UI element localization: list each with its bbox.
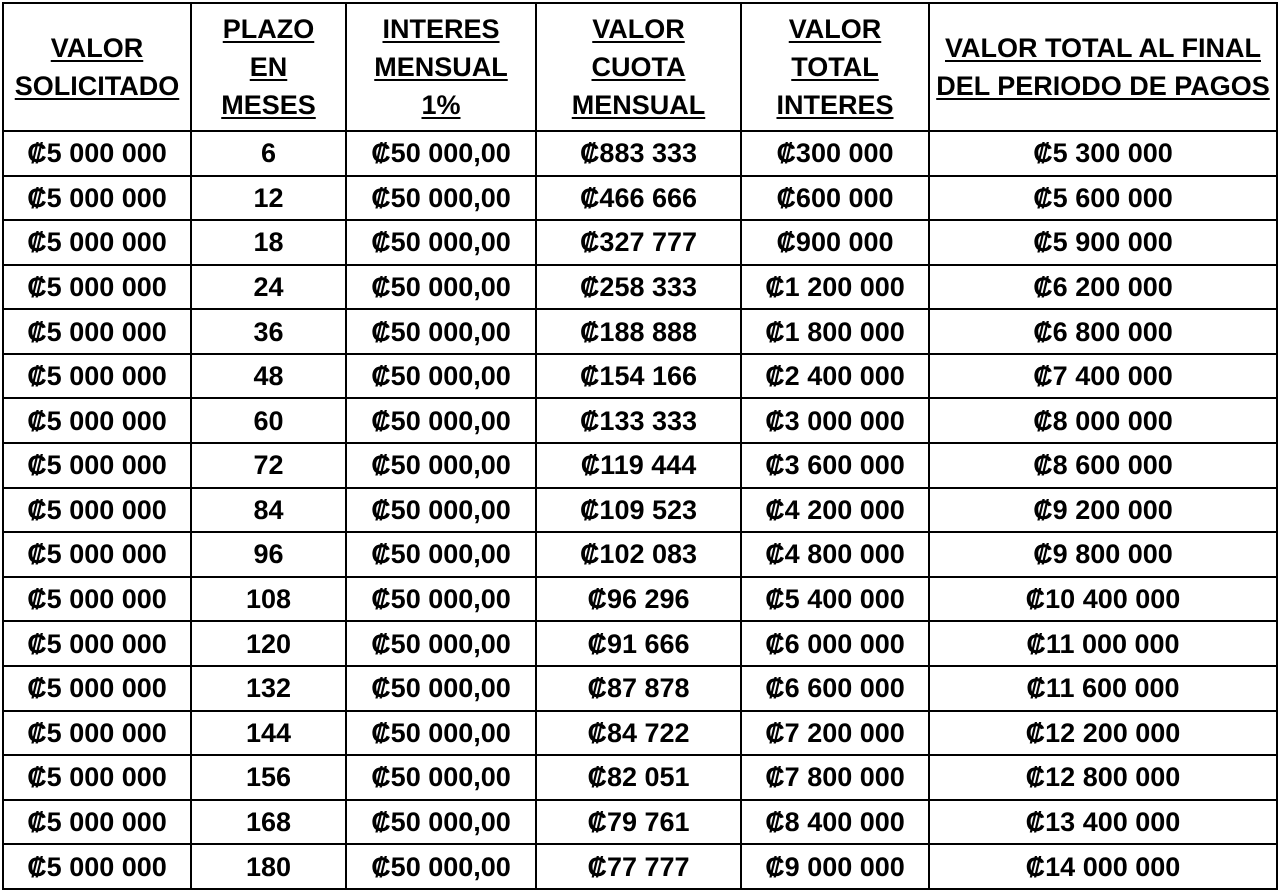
cuota-mensual-cell: ₡188 888	[536, 309, 741, 354]
total-final-cell: ₡8 000 000	[929, 398, 1277, 443]
total-final-cell: ₡11 600 000	[929, 666, 1277, 711]
valor-solicitado-cell: ₡5 000 000	[3, 309, 191, 354]
total-final-cell: ₡12 800 000	[929, 755, 1277, 800]
interes-mensual-cell: ₡50 000,00	[346, 131, 536, 176]
cuota-mensual-cell: ₡883 333	[536, 131, 741, 176]
total-final-cell: ₡8 600 000	[929, 443, 1277, 488]
valor-solicitado-cell: ₡5 000 000	[3, 621, 191, 666]
header-line: CUOTA	[591, 52, 686, 82]
total-interes-cell: ₡7 200 000	[741, 711, 929, 756]
table-row	[3, 354, 1277, 399]
total-interes-cell: ₡3 600 000	[741, 443, 929, 488]
total-interes-cell: ₡3 000 000	[741, 398, 929, 443]
cuota-mensual-cell: ₡109 523	[536, 488, 741, 533]
interes-mensual-cell: ₡50 000,00	[346, 309, 536, 354]
interes-mensual-cell: ₡50 000,00	[346, 220, 536, 265]
header-line: SOLICITADO	[14, 71, 180, 101]
plazo-cell: 180	[191, 844, 346, 889]
interes-mensual-cell: ₡50 000,00	[346, 488, 536, 533]
plazo-cell: 144	[191, 711, 346, 756]
total-final-cell: ₡7 400 000	[929, 354, 1277, 399]
cuota-mensual-cell: ₡87 878	[536, 666, 741, 711]
total-final-cell: ₡13 400 000	[929, 800, 1277, 845]
total-interes-cell: ₡7 800 000	[741, 755, 929, 800]
plazo-cell: 60	[191, 398, 346, 443]
header-line: DEL PERIODO DE PAGOS	[936, 71, 1270, 101]
table-row	[3, 443, 1277, 488]
header-line: PLAZO	[222, 14, 315, 44]
valor-solicitado-cell: ₡5 000 000	[3, 711, 191, 756]
total-final-cell: ₡10 400 000	[929, 577, 1277, 622]
cuota-mensual-cell: ₡466 666	[536, 176, 741, 221]
valor-solicitado-cell: ₡5 000 000	[3, 577, 191, 622]
table-header	[3, 3, 1277, 131]
total-interes-cell: ₡2 400 000	[741, 354, 929, 399]
table-row	[3, 131, 1277, 176]
table-row	[3, 577, 1277, 622]
cuota-mensual-cell: ₡84 722	[536, 711, 741, 756]
header-plazo-meses	[191, 3, 346, 131]
plazo-cell: 48	[191, 354, 346, 399]
table-row	[3, 711, 1277, 756]
cuota-mensual-cell: ₡102 083	[536, 532, 741, 577]
header-line: EN	[249, 52, 288, 82]
table-row	[3, 488, 1277, 533]
plazo-cell: 96	[191, 532, 346, 577]
plazo-cell: 108	[191, 577, 346, 622]
header-valor-cuota-mensual	[536, 3, 741, 131]
interes-mensual-cell: ₡50 000,00	[346, 577, 536, 622]
total-final-cell: ₡5 600 000	[929, 176, 1277, 221]
cuota-mensual-cell: ₡79 761	[536, 800, 741, 845]
interes-mensual-cell: ₡50 000,00	[346, 176, 536, 221]
interes-mensual-cell: ₡50 000,00	[346, 711, 536, 756]
table-row	[3, 309, 1277, 354]
plazo-cell: 72	[191, 443, 346, 488]
total-interes-cell: ₡9 000 000	[741, 844, 929, 889]
total-interes-cell: ₡8 400 000	[741, 800, 929, 845]
cuota-mensual-cell: ₡133 333	[536, 398, 741, 443]
total-interes-cell: ₡300 000	[741, 131, 929, 176]
table-row	[3, 398, 1277, 443]
valor-solicitado-cell: ₡5 000 000	[3, 220, 191, 265]
interes-mensual-cell: ₡50 000,00	[346, 265, 536, 310]
total-final-cell: ₡6 200 000	[929, 265, 1277, 310]
table-row	[3, 844, 1277, 889]
plazo-cell: 12	[191, 176, 346, 221]
total-interes-cell: ₡4 200 000	[741, 488, 929, 533]
valor-solicitado-cell: ₡5 000 000	[3, 532, 191, 577]
valor-solicitado-cell: ₡5 000 000	[3, 443, 191, 488]
total-final-cell: ₡6 800 000	[929, 309, 1277, 354]
valor-solicitado-cell: ₡5 000 000	[3, 398, 191, 443]
total-interes-cell: ₡4 800 000	[741, 532, 929, 577]
plazo-cell: 24	[191, 265, 346, 310]
interes-mensual-cell: ₡50 000,00	[346, 354, 536, 399]
plazo-cell: 132	[191, 666, 346, 711]
plazo-cell: 156	[191, 755, 346, 800]
header-line: MESES	[221, 90, 316, 120]
total-interes-cell: ₡1 200 000	[741, 265, 929, 310]
valor-solicitado-cell: ₡5 000 000	[3, 844, 191, 889]
plazo-cell: 84	[191, 488, 346, 533]
header-line: VALOR	[788, 14, 882, 44]
header-line: 1%	[421, 90, 461, 120]
table-row	[3, 621, 1277, 666]
cuota-mensual-cell: ₡91 666	[536, 621, 741, 666]
interes-mensual-cell: ₡50 000,00	[346, 666, 536, 711]
header-valor-total-final	[929, 3, 1277, 131]
table-row	[3, 532, 1277, 577]
valor-solicitado-cell: ₡5 000 000	[3, 666, 191, 711]
total-interes-cell: ₡5 400 000	[741, 577, 929, 622]
table-row	[3, 265, 1277, 310]
header-line: INTERES	[776, 90, 894, 120]
total-final-cell: ₡5 300 000	[929, 131, 1277, 176]
table-row	[3, 666, 1277, 711]
total-interes-cell: ₡600 000	[741, 176, 929, 221]
plazo-cell: 6	[191, 131, 346, 176]
total-final-cell: ₡11 000 000	[929, 621, 1277, 666]
loan-table-sheet	[2, 2, 1276, 890]
header-row	[3, 3, 1277, 131]
cuota-mensual-cell: ₡119 444	[536, 443, 741, 488]
total-interes-cell: ₡900 000	[741, 220, 929, 265]
header-valor-total-interes	[741, 3, 929, 131]
cuota-mensual-cell: ₡327 777	[536, 220, 741, 265]
plazo-cell: 18	[191, 220, 346, 265]
valor-solicitado-cell: ₡5 000 000	[3, 131, 191, 176]
cuota-mensual-cell: ₡154 166	[536, 354, 741, 399]
header-line: VALOR	[592, 14, 685, 44]
valor-solicitado-cell: ₡5 000 000	[3, 800, 191, 845]
valor-solicitado-cell: ₡5 000 000	[3, 755, 191, 800]
interes-mensual-cell: ₡50 000,00	[346, 443, 536, 488]
table-row	[3, 220, 1277, 265]
valor-solicitado-cell: ₡5 000 000	[3, 176, 191, 221]
header-line: INTERES	[382, 14, 500, 44]
valor-solicitado-cell: ₡5 000 000	[3, 354, 191, 399]
plazo-cell: 36	[191, 309, 346, 354]
cuota-mensual-cell: ₡258 333	[536, 265, 741, 310]
plazo-cell: 120	[191, 621, 346, 666]
total-interes-cell: ₡6 600 000	[741, 666, 929, 711]
total-final-cell: ₡14 000 000	[929, 844, 1277, 889]
cuota-mensual-cell: ₡96 296	[536, 577, 741, 622]
total-final-cell: ₡5 900 000	[929, 220, 1277, 265]
interes-mensual-cell: ₡50 000,00	[346, 844, 536, 889]
interes-mensual-cell: ₡50 000,00	[346, 800, 536, 845]
plazo-cell: 168	[191, 800, 346, 845]
header-line: TOTAL	[791, 52, 879, 82]
table-row	[3, 755, 1277, 800]
valor-solicitado-cell: ₡5 000 000	[3, 488, 191, 533]
header-line: MENSUAL	[571, 90, 706, 120]
total-final-cell: ₡9 800 000	[929, 532, 1277, 577]
total-interes-cell: ₡6 000 000	[741, 621, 929, 666]
total-final-cell: ₡9 200 000	[929, 488, 1277, 533]
total-interes-cell: ₡1 800 000	[741, 309, 929, 354]
cuota-mensual-cell: ₡77 777	[536, 844, 741, 889]
header-line: VALOR TOTAL AL FINAL	[945, 33, 1261, 63]
header-line: MENSUAL	[374, 52, 508, 82]
table-row	[3, 800, 1277, 845]
interes-mensual-cell: ₡50 000,00	[346, 398, 536, 443]
table-row	[3, 176, 1277, 221]
cuota-mensual-cell: ₡82 051	[536, 755, 741, 800]
interes-mensual-cell: ₡50 000,00	[346, 755, 536, 800]
header-interes-mensual	[346, 3, 536, 131]
header-valor-solicitado	[3, 3, 191, 131]
interes-mensual-cell: ₡50 000,00	[346, 621, 536, 666]
loan-table	[2, 2, 1278, 890]
header-line: VALOR	[50, 33, 144, 63]
table-body	[3, 131, 1277, 889]
valor-solicitado-cell: ₡5 000 000	[3, 265, 191, 310]
total-final-cell: ₡12 200 000	[929, 711, 1277, 756]
interes-mensual-cell: ₡50 000,00	[346, 532, 536, 577]
